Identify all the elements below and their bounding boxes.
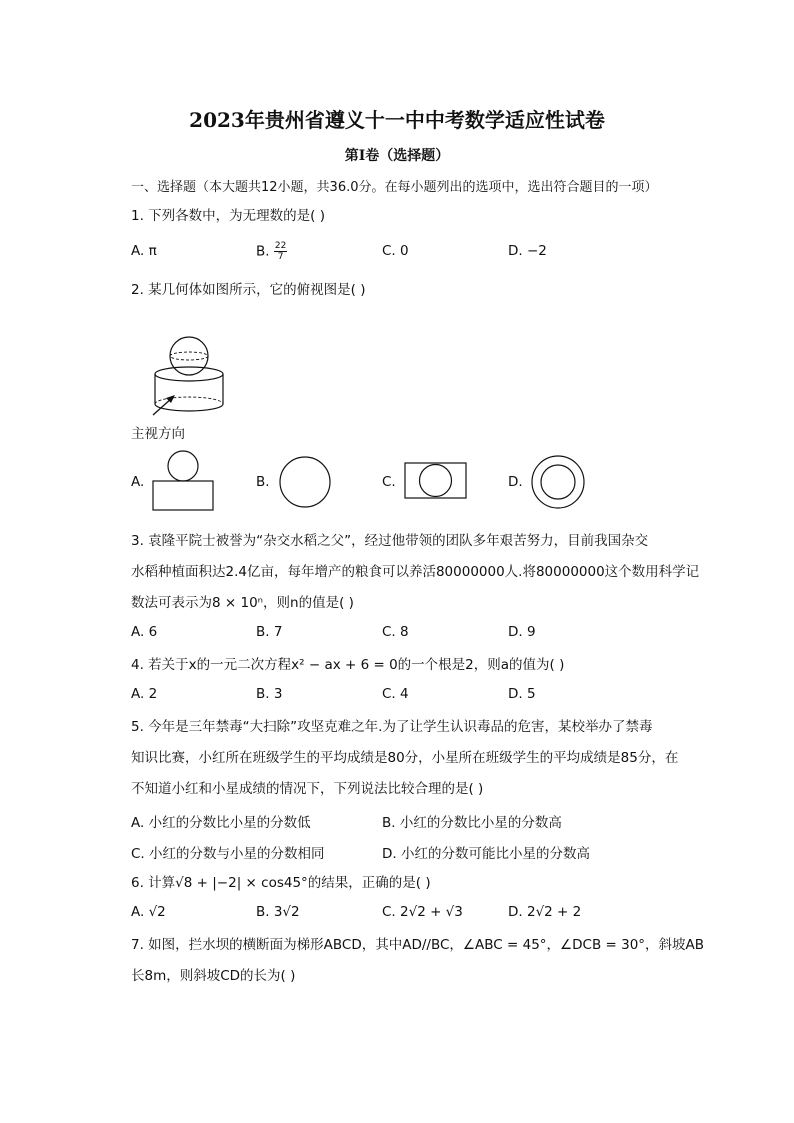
q3-option-c: C. 8 [382,624,409,640]
question-3-line-1: 3. 袁隆平院士被誉为“杂交水稻之父”，经过他带领的团队多年艰苦努力，目前我国杂交 [131,533,649,549]
question-2: 2. 某几何体如图所示，它的俯视图是( ) [131,282,366,298]
q2-option-c-label: C. [382,474,396,490]
part-title: 第I卷（选择题） [344,148,450,164]
q3-option-d: D. 9 [508,624,536,640]
exam-title: 2023年贵州省遵义十一中中考数学适应性试卷 [189,108,605,132]
q5-option-b: B. 小红的分数比小星的分数高 [382,815,562,831]
fraction-numerator: 22 [274,241,287,251]
q1-option-b-label: B. [256,243,270,260]
q4-option-b: B. 3 [256,686,283,702]
q4-option-a: A. 2 [131,686,158,702]
q5-option-a: A. 小红的分数比小星的分数低 [131,815,311,831]
question-4: 4. 若关于x的一元二次方程x² − ax + 6 = 0的一个根是2，则a的值为( ) [131,657,565,673]
q2-option-a-figure [150,450,216,512]
q3-option-a: A. 6 [131,624,158,640]
question-7-line-1: 7. 如图，拦水坝的横断面为梯形ABCD，其中AD//BC，∠ABC = 45°，∠DCB = 30°，斜坡AB [131,937,705,953]
question-3-line-2: 水稻种植面积达2.4亿亩，每年增产的粮食可以养活80000000人.将80000000这个数用科学记 [131,564,700,580]
q6-option-c: C. 2√2 + √3 [382,904,463,920]
q2-option-b-label: B. [256,474,270,490]
question-5-line-1: 5. 今年是三年禁毒“大扫除”攻坚克难之年.为了让学生认识毒品的危害，某校举办了禁毒 [131,719,653,735]
q1-option-a: A. π [131,243,157,259]
q6-option-a: A. √2 [131,904,166,920]
view-direction-arrow [150,392,180,418]
fraction-denominator: 7 [277,252,284,262]
q6-option-b: B. 3√2 [256,904,300,920]
q2-option-b-figure [278,455,332,509]
q2-option-a-label: A. [131,474,145,490]
q4-option-d: D. 5 [508,686,536,702]
q5-option-c: C. 小红的分数与小星的分数相同 [131,846,325,862]
q6-option-d: D. 2√2 + 2 [508,904,582,920]
q2-option-c-figure [404,462,468,500]
q2-option-d-figure [530,454,586,510]
q1-option-b [256,241,287,262]
question-5-line-3: 不知道小红和小星成绩的情况下，下列说法比较合理的是( ) [131,781,484,797]
question-7-line-2: 长8m，则斜坡CD的长为( ) [131,968,296,984]
q3-option-b: B. 7 [256,624,283,640]
question-1: 1. 下列各数中，为无理数的是( ) [131,208,325,224]
question-3-line-3: 数法可表示为8 × 10ⁿ，则n的值是( ) [131,595,354,611]
q1-option-d: D. −2 [508,243,547,259]
q4-option-c: C. 4 [382,686,409,702]
question-6: 6. 计算√8 + |−2| × cos45°的结果，正确的是( ) [131,875,431,891]
q5-option-d: D. 小红的分数可能比小星的分数高 [382,846,590,862]
question-5-line-2: 知识比赛，小红所在班级学生的平均成绩是80分，小星所在班级学生的平均成绩是85分，在 [131,750,679,766]
view-direction-label: 主视方向 [131,426,185,442]
q1-option-c: C. 0 [382,243,409,259]
section-heading: 一、选择题（本大题共12小题，共36.0分。在每小题列出的选项中，选出符合题目的一项） [131,180,658,195]
q2-option-d-label: D. [508,474,523,490]
fraction [274,241,287,262]
